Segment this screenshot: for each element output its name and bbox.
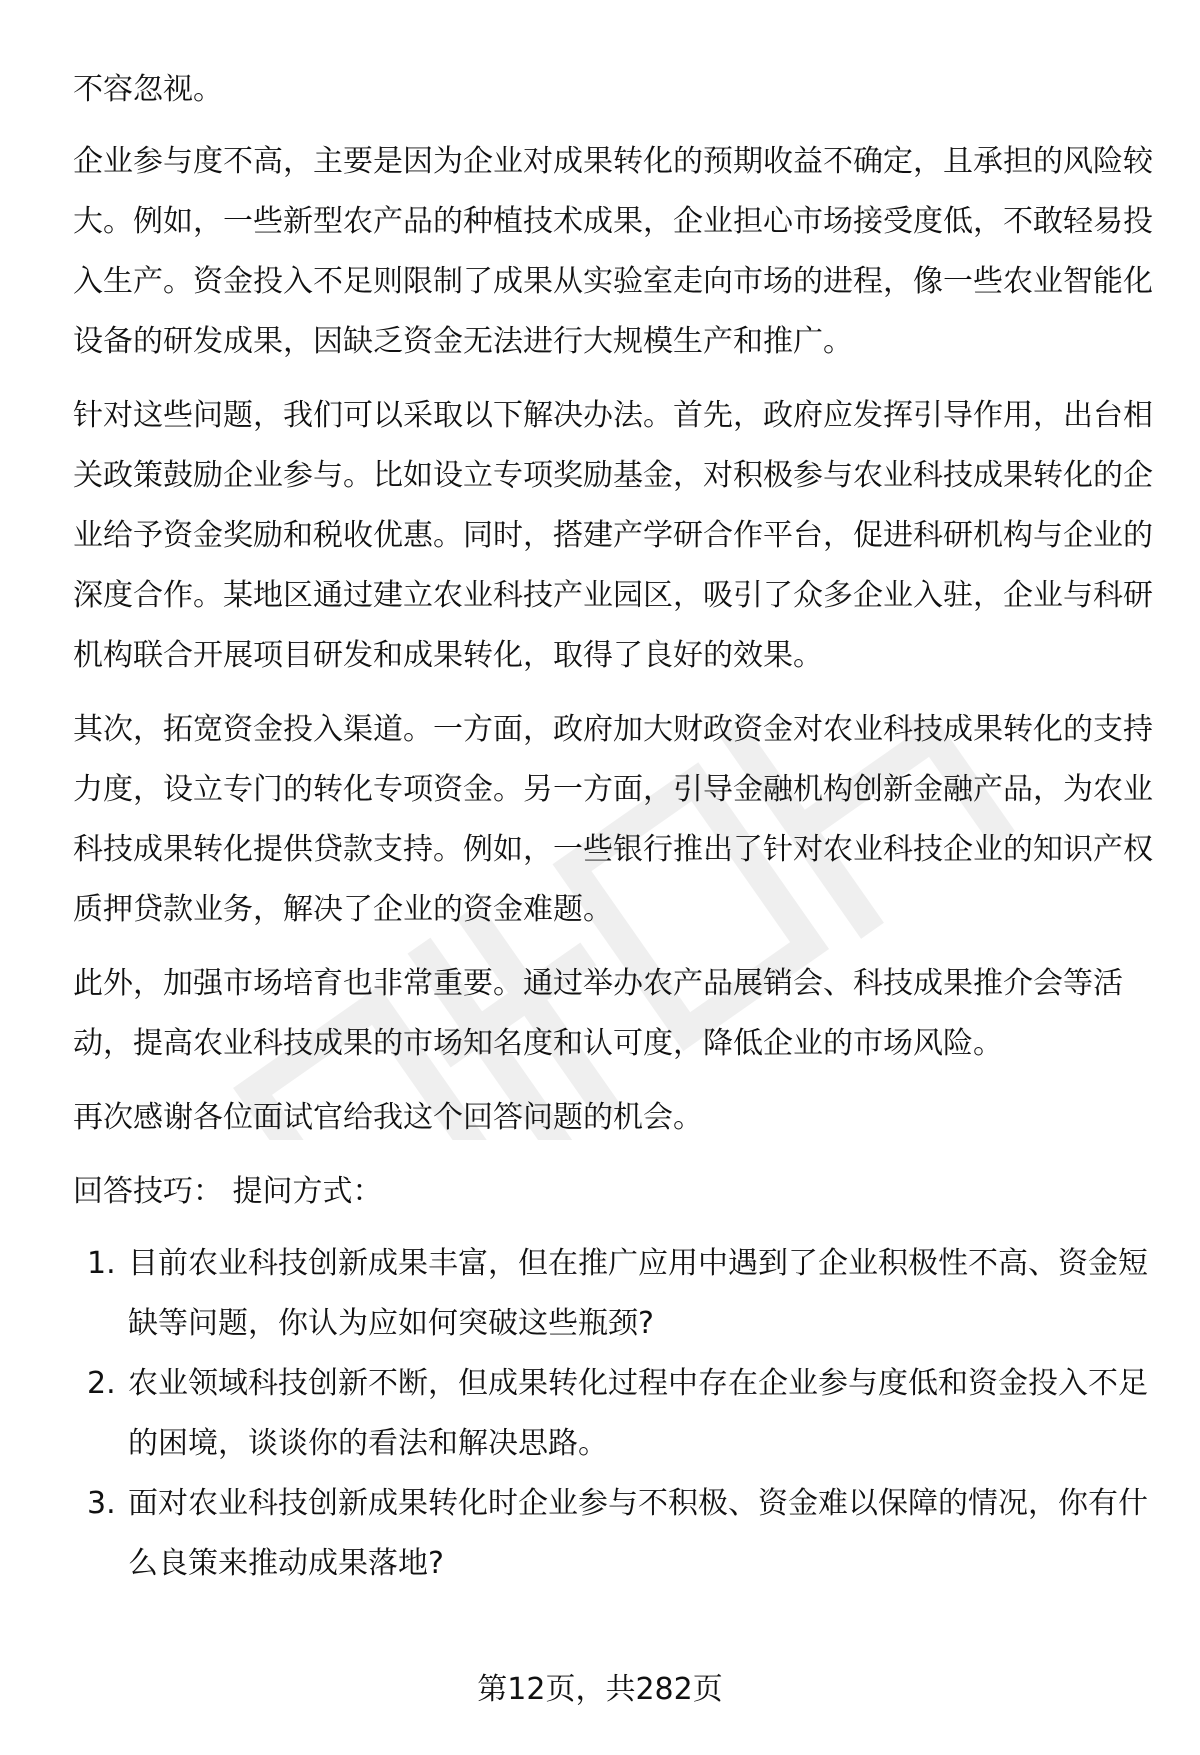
list-item-text: 面对农业科技创新成果转化时企业参与不积极、资金难以保障的情况，你有什么良策来推动成果落地? — [128, 1486, 1148, 1581]
list-item — [73, 1474, 1153, 1594]
list-item — [73, 1234, 1153, 1354]
paragraph-4: 其次，拓宽资金投入渠道。一方面，政府加大财政资金对农业科技成果转化的支持力度，设立专门的转化专项资金。另一方面，引导金融机构创新金融产品，为农业科技成果转化提供贷款支持。例如，一些银行推出了针对农业科技企业的知识产权质押贷款业务，解决了企业的资金难题。 — [73, 712, 1153, 927]
answer-tips-heading: 回答技巧： 提问方式： — [73, 1174, 383, 1209]
list-number: 1. — [87, 1246, 116, 1281]
list-item — [73, 1354, 1153, 1474]
paragraph-2: 企业参与度不高，主要是因为企业对成果转化的预期收益不确定，且承担的风险较大。例如，一些新型农产品的种植技术成果，企业担心市场接受度低，不敢轻易投入生产。资金投入不足则限制了成果从实验室走向市场的进程，像一些农业智能化设备的研发成果，因缺乏资金无法进行大规模生产和推广。 — [73, 144, 1153, 359]
paragraph-1: 不容忽视。 — [73, 72, 223, 107]
page-number: 第12页，共282页 — [477, 1672, 723, 1707]
list-item-text: 目前农业科技创新成果丰富，但在推广应用中遇到了企业积极性不高、资金短缺等问题，你认为应如何突破这些瓶颈? — [128, 1246, 1148, 1341]
question-list — [73, 1234, 1153, 1594]
list-item-text: 农业领域科技创新不断，但成果转化过程中存在企业参与度低和资金投入不足的困境，谈谈你的看法和解决思路。 — [128, 1366, 1148, 1461]
list-number: 2. — [87, 1366, 116, 1401]
document-body — [73, 60, 1153, 1594]
paragraph-3: 针对这些问题，我们可以采取以下解决办法。首先，政府应发挥引导作用，出台相关政策鼓励企业参与。比如设立专项奖励基金，对积极参与农业科技成果转化的企业给予资金奖励和税收优惠。同时，搭建产学研合作平台，促进科研机构与企业的深度合作。某地区通过建立农业科技产业园区，吸引了众多企业入驻，企业与科研机构联合开展项目研发和成果转化，取得了良好的效果。 — [73, 398, 1153, 673]
paragraph-5: 此外，加强市场培育也非常重要。通过举办农产品展销会、科技成果推介会等活动，提高农业科技成果的市场知名度和认可度，降低企业的市场风险。 — [73, 966, 1123, 1061]
paragraph-6: 再次感谢各位面试官给我这个回答问题的机会。 — [73, 1100, 703, 1135]
list-number: 3. — [87, 1486, 116, 1521]
